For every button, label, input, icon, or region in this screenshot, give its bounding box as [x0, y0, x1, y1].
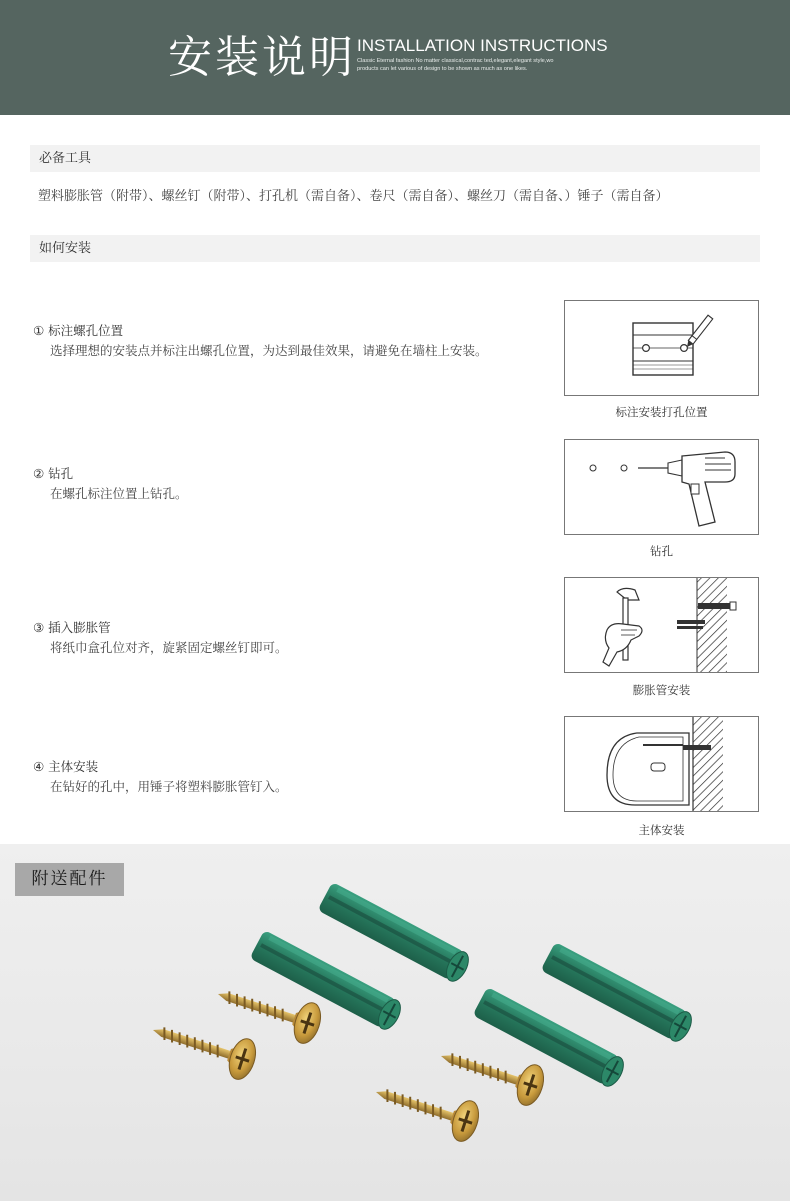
- tools-list: 塑料膨胀管（附带）、螺丝钉（附带）、打孔机（需自备）、卷尺（需自备）、螺丝刀（需自备、）锤子（需自备）: [38, 189, 669, 204]
- page-header: [0, 0, 790, 115]
- english-title-block: [357, 36, 637, 74]
- gold-screw-3: [435, 1036, 549, 1109]
- page-title: 安装说明: [168, 32, 356, 83]
- step-3-caption: 膨胀管安装: [632, 683, 691, 697]
- step-2-title: ② 钻孔: [33, 466, 74, 481]
- step-3-title: ③ 插入膨胀管: [33, 620, 111, 635]
- tools-section-bar: [30, 145, 760, 172]
- install-heading: 如何安装: [39, 241, 92, 256]
- step-1-title: ① 标注螺孔位置: [33, 323, 124, 338]
- step-4-title: ④ 主体安装: [33, 759, 99, 774]
- step-2-desc: 在螺孔标注位置上钻孔。: [50, 486, 188, 501]
- drill-illustration: [564, 439, 759, 535]
- step-4-desc: 在钻好的孔中，用锤子将塑料膨胀管钉入。: [50, 779, 288, 794]
- step-1-caption: 标注安装打孔位置: [615, 405, 708, 419]
- step-3-desc: 将纸巾盒孔位对齐，旋紧固定螺丝钉即可。: [50, 640, 288, 655]
- english-subtitle: Classic Eternal fashion No matter classical,contrac ted,elegant,elegant style,wo products can let various of design to be shown as much as one likes.: [357, 58, 554, 72]
- step-2-caption: 钻孔: [650, 544, 673, 558]
- wall-anchor-2: [249, 930, 404, 1033]
- english-title: INSTALLATION INSTRUCTIONS: [357, 36, 608, 55]
- tools-heading: 必备工具: [39, 151, 92, 166]
- mark-holes-illustration: [564, 300, 759, 396]
- gold-screw-2: [147, 1010, 261, 1083]
- gold-screw-4: [370, 1072, 484, 1145]
- hammer-anchor-illustration: [564, 577, 759, 673]
- body-mount-illustration: [564, 716, 759, 812]
- accessories-label: 附送配件: [31, 869, 108, 889]
- install-section-bar: [30, 235, 760, 262]
- step-1-desc: 选择理想的安装点并标注出螺孔位置，为达到最佳效果，请避免在墙柱上安装。: [50, 343, 488, 358]
- wall-anchor-1: [317, 882, 472, 985]
- accessories-photo: [0, 844, 790, 1201]
- step-4-caption: 主体安装: [638, 823, 685, 837]
